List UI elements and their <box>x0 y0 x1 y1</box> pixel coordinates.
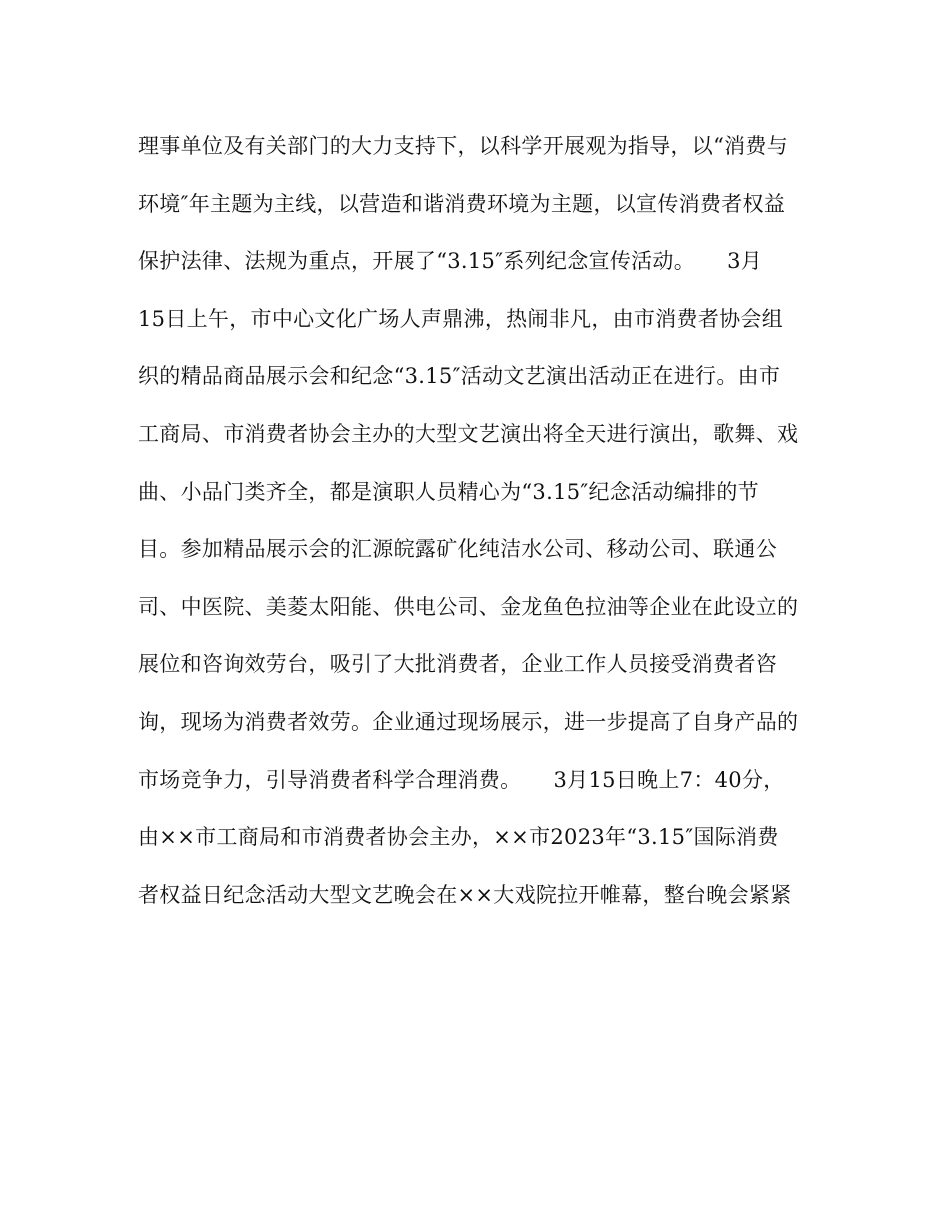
text-line: 询，现场为消费者效劳。企业通过现场展示，进一步提高了自身产品的 <box>138 709 799 734</box>
text-line: 展位和咨询效劳台，吸引了大批消费者，企业工作人员接受消费者咨 <box>138 652 777 677</box>
text-line: 曲、小品门类齐全，都是演职人员精心为“3.15″纪念活动编排的节 <box>138 479 759 504</box>
text-line: 由××市工商局和市消费者协会主办，××市2023年“3.15″国际消费 <box>138 825 779 850</box>
text-line: 保护法律、法规为重点，开展了“3.15″系列纪念宣传活动。 3月 <box>138 249 763 274</box>
text-line: 者权益日纪念活动大型文艺晚会在××大戏院拉开帷幕，整台晚会紧紧 <box>138 882 792 907</box>
text-line: 理事单位及有关部门的大力支持下，以科学开展观为指导，以“消费与 <box>138 134 789 158</box>
text-line: 织的精品商品展示会和纪念“3.15″活动文艺演出活动正在进行。由市 <box>138 364 781 389</box>
text-line: 目。参加精品展示会的汇源皖露矿化纯洁水公司、移动公司、联通公 <box>138 537 777 562</box>
text-line: 市场竞争力，引导消费者科学合理消费。 3月15日晚上7：40分， <box>138 767 785 792</box>
text-line: 工商局、市消费者协会主办的大型文艺演出将全天进行演出，歌舞、戏 <box>138 421 799 446</box>
body-text <box>138 118 828 924</box>
text-line: 司、中医院、美菱太阳能、供电公司、金龙鱼色拉油等企业在此设立的 <box>138 594 799 619</box>
text-line: 环境″年主题为主线，以营造和谐消费环境为主题，以宣传消费者权益 <box>138 191 786 216</box>
text-line: 15日上午，市中心文化广场人声鼎沸，热闹非凡，由市消费者协会组 <box>138 306 784 331</box>
